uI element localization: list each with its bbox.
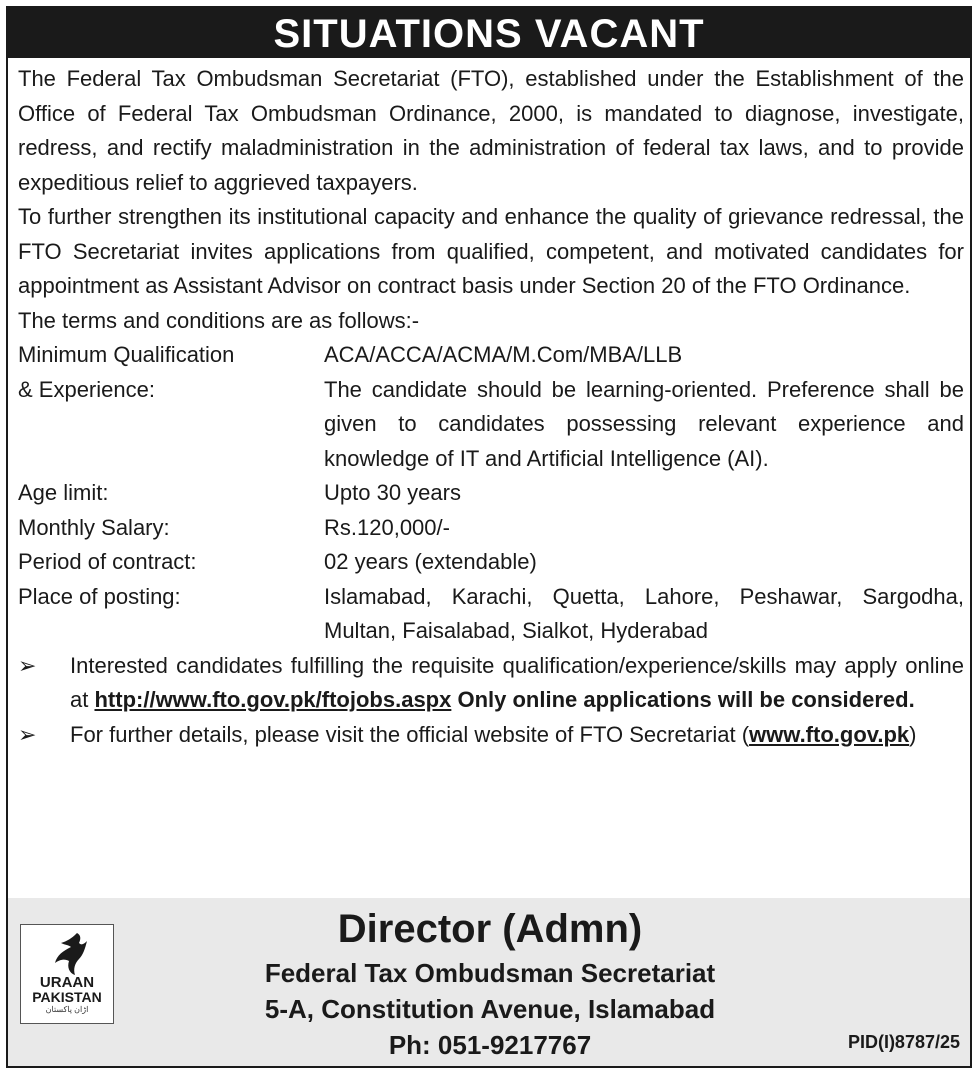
details-text: For further details, please visit the official website of FTO Secretariat <box>70 721 736 747</box>
age-row <box>18 476 964 511</box>
advert-body <box>18 62 964 752</box>
experience-row <box>18 373 964 477</box>
contract-row <box>18 545 964 580</box>
salary-value: Rs.120,000/- <box>324 514 450 540</box>
phone: Ph: 051-9217767 <box>388 1030 592 1060</box>
page-title: SITUATIONS VACANT <box>8 8 970 58</box>
director-title: Director (Admn) <box>337 907 643 951</box>
arrow-bullet-icon: ➢ <box>18 652 37 678</box>
org-name: Federal Tax Ombudsman Secretariat <box>264 958 716 988</box>
salary-row <box>18 511 964 546</box>
apply-link[interactable]: http://www.fto.gov.pk/ftojobs.aspx <box>94 687 452 712</box>
logo-line2: PAKISTAN <box>32 989 102 1005</box>
terms-intro: The terms and conditions are as follows:- <box>18 307 420 333</box>
pid-code: PID(I)8787/25 <box>847 1032 960 1052</box>
intro-paragraph: The Federal Tax Ombudsman Secretariat (FTO), established under the Establishment of the Office of Federal Tax Ombudsman Ordinance, 2000, is mandated to diagnose, investigate, redress, and rectify maladministration in the administration of federal tax laws, and to provide expeditious relief to aggrieved taxpayers. <box>18 66 964 195</box>
details-bullet <box>18 718 964 753</box>
logo-line1: URAAN <box>39 974 95 991</box>
qualification-value: ACA/ACCA/ACMA/M.Com/MBA/LLB <box>324 342 683 367</box>
paren-close: ) <box>909 721 917 747</box>
contract-value: 02 years (extendable) <box>324 549 537 574</box>
paren-open: ( <box>741 721 750 747</box>
posting-label: Place of posting: <box>18 583 181 609</box>
age-label: Age limit: <box>18 480 109 505</box>
posting-row <box>18 580 964 649</box>
online-only-notice: Only online applications will be considered. <box>457 687 915 712</box>
age-value: Upto 30 years <box>324 480 461 505</box>
address: 5-A, Constitution Avenue, Islamabad <box>264 994 716 1024</box>
arrow-bullet-icon: ➢ <box>18 721 37 747</box>
purpose-paragraph: To further strengthen its institutional capacity and enhance the quality of grievance redressal, the FTO Secretariat invites applications from qualified, competent, and motivated candidates for appointment as Assistant Advisor on contract basis under Section 20 of the FTO Ordinance. <box>18 204 964 298</box>
salary-label: Monthly Salary: <box>18 514 170 540</box>
apply-bullet <box>18 649 964 718</box>
experience-value: The candidate should be learning-oriented. Preference shall be given to candidates possessing relevant experience and knowledge of IT and Artificial Intelligence (AI). <box>324 376 964 471</box>
experience-label: & Experience: <box>18 376 155 402</box>
contract-label: Period of contract: <box>18 549 197 574</box>
qualification-row <box>18 338 964 373</box>
logo-line3: اڑان پاکستان <box>45 1005 89 1014</box>
apply-text: Interested candidates fulfilling the requisite qualification/experience/skills may apply online at <box>70 652 964 712</box>
website-link[interactable]: www.fto.gov.pk <box>749 721 910 747</box>
posting-value: Islamabad, Karachi, Quetta, Lahore, Peshawar, Sargodha, Multan, Faisalabad, Sialkot, Hyderabad <box>324 583 964 643</box>
qualification-label: Minimum Qualification <box>18 342 235 367</box>
